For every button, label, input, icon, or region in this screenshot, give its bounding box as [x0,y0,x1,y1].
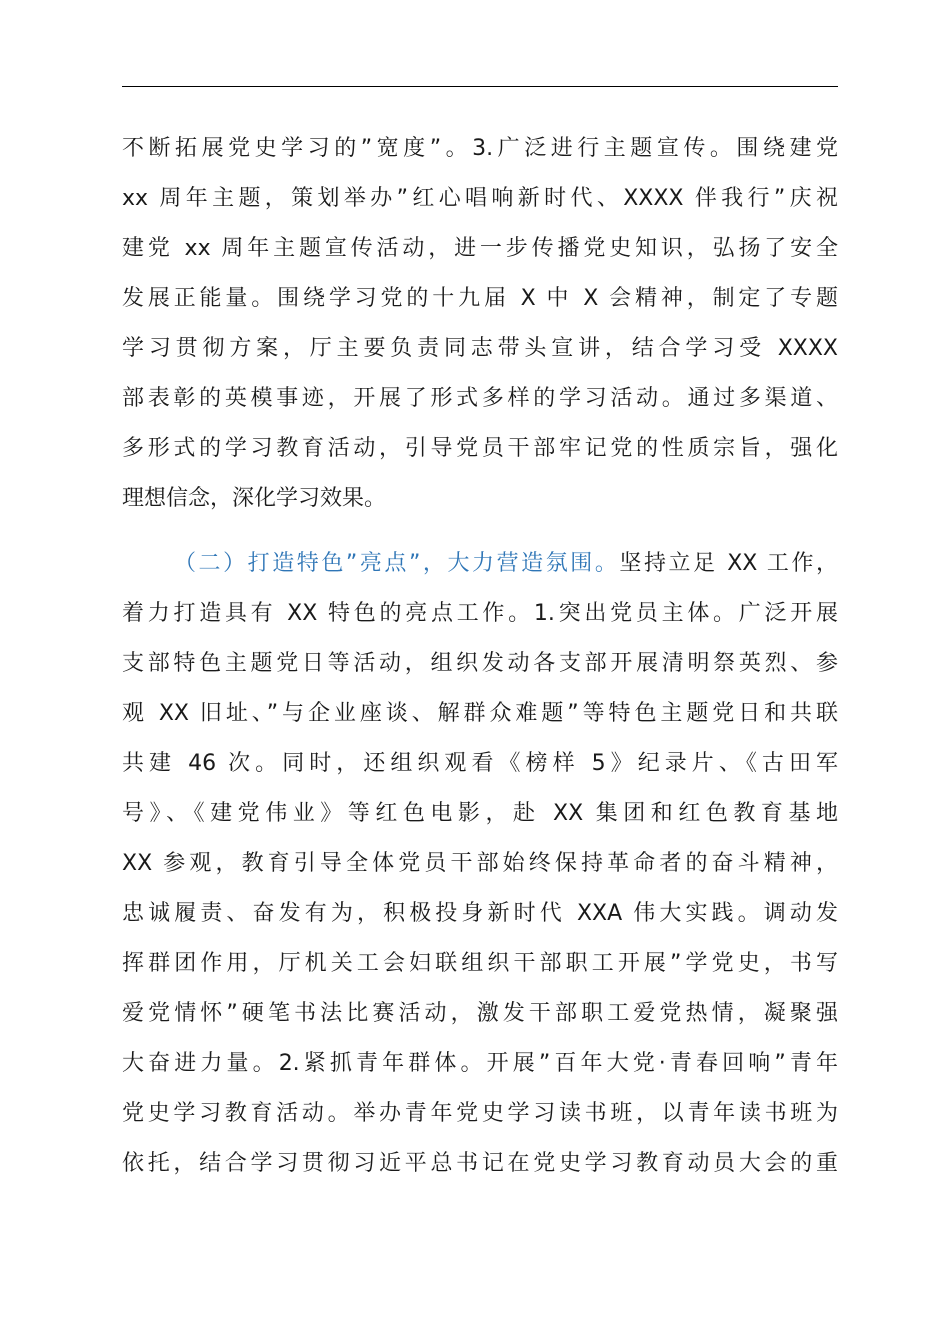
paragraph-line: xx 周年主题，策划举办”红心唱响新时代、XXXX 伴我行”庆祝 [122,186,838,211]
paragraph-line: XX 参观，教育引导全体党员干部始终保持革命者的奋斗精神， [122,851,838,876]
paragraph-1 [122,124,838,524]
paragraph-line: 发展正能量。围绕学习党的十九届 X 中 X 会精神，制定了专题 [122,286,838,311]
paragraph-line: 支部特色主题党日等活动，组织发动各支部开展清明祭英烈、参 [122,651,838,676]
paragraph-2 [122,539,838,1189]
header-rule [122,86,838,87]
paragraph-line: 部表彰的英模事迹，开展了形式多样的学习活动。通过多渠道、 [122,386,838,411]
paragraph-line: 爱党情怀”硬笔书法比赛活动，激发干部职工爱党热情，凝聚强 [122,1001,838,1026]
paragraph-line: 号》、《建党伟业》等红色电影，赴 XX 集团和红色教育基地 [122,801,838,826]
paragraph-line: 学习贯彻方案，厅主要负责同志带头宣讲，结合学习受 XXXX [122,336,838,361]
section-heading: （二）打造特色”亮点”，大力营造氛围。 [174,551,620,576]
paragraph-line: 挥群团作用，厅机关工会妇联组织干部职工开展”学党史，书写 [122,951,838,976]
paragraph-line: 着力打造具有 XX 特色的亮点工作。1.突出党员主体。广泛开展 [122,601,838,626]
paragraph-line: 不断拓展党史学习的”宽度”。3.广泛进行主题宣传。围绕建党 [122,136,838,161]
paragraph-line: 大奋进力量。2.紧抓青年群体。开展”百年大党·青春回响”青年 [122,1051,838,1076]
paragraph-line: 忠诚履责、奋发有为，积极投身新时代 XXA 伟大实践。调动发 [122,901,838,926]
paragraph-line: 多形式的学习教育活动，引导党员干部牢记党的性质宗旨，强化 [122,436,838,461]
paragraph-line: 党史学习教育活动。举办青年党史学习读书班，以青年读书班为 [122,1101,838,1126]
paragraph-line: 依托，结合学习贯彻习近平总书记在党史学习教育动员大会的重 [122,1151,838,1176]
paragraph-line: 共建 46 次。同时，还组织观看《榜样 5》纪录片、《古田军 [122,751,838,776]
section-heading-line [122,539,838,589]
paragraph-line: 观 XX 旧址、”与企业座谈、解群众难题”等特色主题党日和共联 [122,701,838,726]
heading-line-rest: 坚持立足 XX 工作， [619,551,838,576]
paragraph-line: 建党 xx 周年主题宣传活动，进一步传播党史知识，弘扬了安全 [122,236,838,261]
paragraph-line: 理想信念，深化学习效果。 [122,486,387,511]
